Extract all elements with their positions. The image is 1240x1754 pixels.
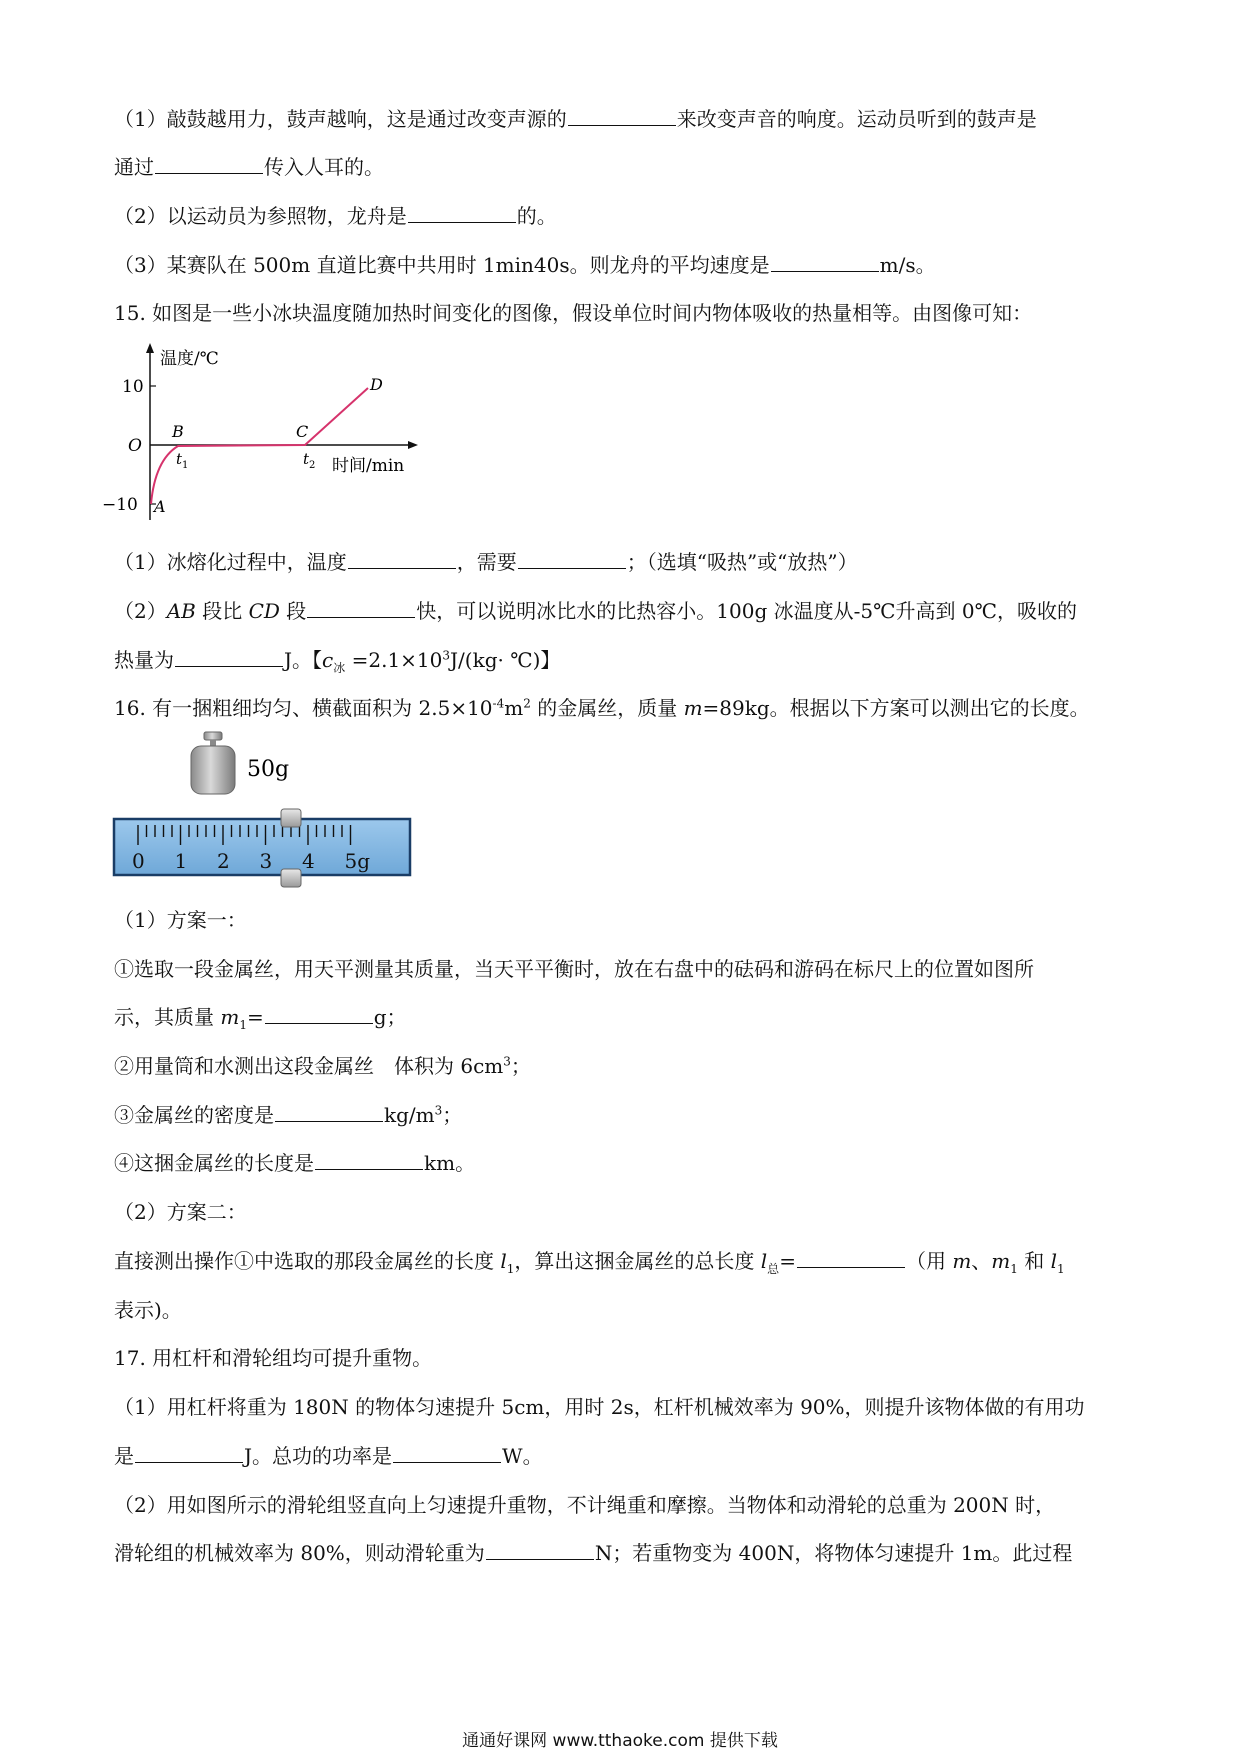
ruler-tick-label: 0 xyxy=(132,849,145,873)
q17-part2-line2: 滑轮组的机械效率为 80%，则动滑轮重为 N；若重物变为 400N，将物体匀速提升 1m。此过程 xyxy=(114,1541,1073,1565)
q16-plan1-step1-line1: ①选取一段金属丝，用天平测量其质量，当天平平衡时，放在右盘中的砝码和游码在标尺上的位置如图所 xyxy=(114,957,1034,981)
ruler-tick-label: 2 xyxy=(217,849,230,873)
q16-plan1-step4: ④这捆金属丝的长度是 km。 xyxy=(114,1151,476,1175)
page-footer: 通通好课网 www.tthaoke.com 提供下载 xyxy=(462,1731,778,1751)
ruler-tick-label: 3 xyxy=(259,849,273,873)
q16-plan1-step2: ②用量筒和水测出这段金属丝 体积为 $6cm^3$； xyxy=(114,1054,531,1078)
rider-top xyxy=(281,809,301,827)
blank xyxy=(135,1442,243,1463)
blank xyxy=(348,548,456,569)
q15-stem: 15. 如图是一些小冰块温度随加热时间变化的图像，假设单位时间内物体吸收的热量相等。由图像可知： xyxy=(114,301,1033,325)
point-label-d: D xyxy=(370,375,383,394)
q14-part3: （3）某赛队在 500m 直道比赛中共用时 1min40s。则龙舟的平均速度是 m/s。 xyxy=(114,253,936,277)
blank xyxy=(518,548,626,569)
q17-part2-line1: （2）用如图所示的滑轮组竖直向上匀速提升重物，不计绳重和摩擦。当物体和动滑轮的总重为 200N 时， xyxy=(114,1493,1056,1517)
weight-50g-figure xyxy=(185,730,305,798)
blank xyxy=(175,646,283,667)
q16-plan1-step1-line2: 示，其质量 $m_1= g$； xyxy=(114,1005,407,1032)
blank xyxy=(393,1442,501,1463)
ruler-tick-label: 4 xyxy=(302,849,315,873)
ruler-tick-label: 5g xyxy=(344,849,371,873)
q16-plan2-line1: 直接测出操作①中选取的那段金属丝的长度 $l_1$，算出这捆金属丝的总长度 $l_总=$ （用 m、$m_1$ 和 $l_1$ xyxy=(114,1249,1065,1276)
y-axis-label: 温度/℃ xyxy=(160,349,219,369)
q16-plan2-line2: 表示)。 xyxy=(114,1298,182,1322)
q14-part2: （2）以运动员为参照物，龙舟是 的。 xyxy=(114,204,557,228)
q16-plan2-heading: （2）方案二： xyxy=(114,1200,247,1224)
q14-part1-line2: 通过 传入人耳的。 xyxy=(114,155,384,179)
temperature-time-graph xyxy=(100,340,430,525)
q17-stem: 17. 用杠杆和滑轮组均可提升重物。 xyxy=(114,1346,433,1370)
q16-plan1-step3: ③金属丝的密度是 $kg/m^3$； xyxy=(114,1103,463,1127)
q15-part1: （1）冰熔化过程中，温度 ，需要 ；（选填“吸热”或“放热”） xyxy=(114,550,858,574)
weight-knob xyxy=(204,732,222,740)
blank xyxy=(486,1539,594,1560)
x-axis-arrow xyxy=(408,441,418,449)
origin-label: O xyxy=(128,436,142,456)
weight-label: 50g xyxy=(247,757,290,782)
point-label-a: A xyxy=(154,497,166,516)
blank xyxy=(155,153,263,174)
weight-body xyxy=(191,746,235,794)
q16-plan1-heading: （1）方案一： xyxy=(114,908,247,932)
blank xyxy=(275,1101,383,1122)
y-tick-label-10: 10 xyxy=(122,377,144,397)
x-axis-label: 时间/min xyxy=(332,456,405,476)
q17-part1-line2: 是 J。总功的功率是 W。 xyxy=(114,1444,543,1468)
ruler-tick-label: 1 xyxy=(174,849,188,873)
blank xyxy=(568,105,676,126)
tick-label-t1: $t_1$ xyxy=(176,450,189,471)
balance-ruler-figure xyxy=(110,805,420,915)
q16-stem: 16. 有一捆粗细均匀、横截面积为 $2.5\times 10^{-4}m^2$ 的金属丝，质量 m=89kg。根据以下方案可以测出它的长度。 xyxy=(114,696,1090,720)
blank xyxy=(265,1003,373,1024)
y-axis-arrow xyxy=(146,343,154,353)
rider-bottom xyxy=(281,869,301,887)
weight-neck xyxy=(210,740,216,746)
q15-part2-line1: （2）AB 段比 CD 段 快，可以说明冰比水的比热容小。100g 冰温度从-5℃升高到 0℃，吸收的 xyxy=(114,599,1077,623)
q15-part2-line2: 热量为 J。【$c_冰 =2.1\times 10^3J/(kg\cdot$ ℃)】 xyxy=(114,648,561,675)
point-label-b: B xyxy=(172,422,184,441)
q14-part1-line1: （1）敲鼓越用力，鼓声越响，这是通过改变声源的 来改变声音的响度。运动员听到的鼓声是 xyxy=(114,107,1037,131)
temperature-curve xyxy=(151,388,368,504)
blank xyxy=(771,251,879,272)
point-label-c: C xyxy=(296,422,309,441)
q17-part1-line1: （1）用杠杆将重为 180N 的物体匀速提升 5cm，用时 2s，杠杆机械效率为 90%，则提升该物体做的有用功 xyxy=(114,1395,1085,1419)
tick-label-t2: $t_2$ xyxy=(303,450,316,471)
blank xyxy=(797,1247,905,1268)
blank xyxy=(408,202,516,223)
blank xyxy=(307,597,415,618)
blank xyxy=(315,1149,423,1170)
y-tick-label-minus10: −10 xyxy=(102,495,138,515)
